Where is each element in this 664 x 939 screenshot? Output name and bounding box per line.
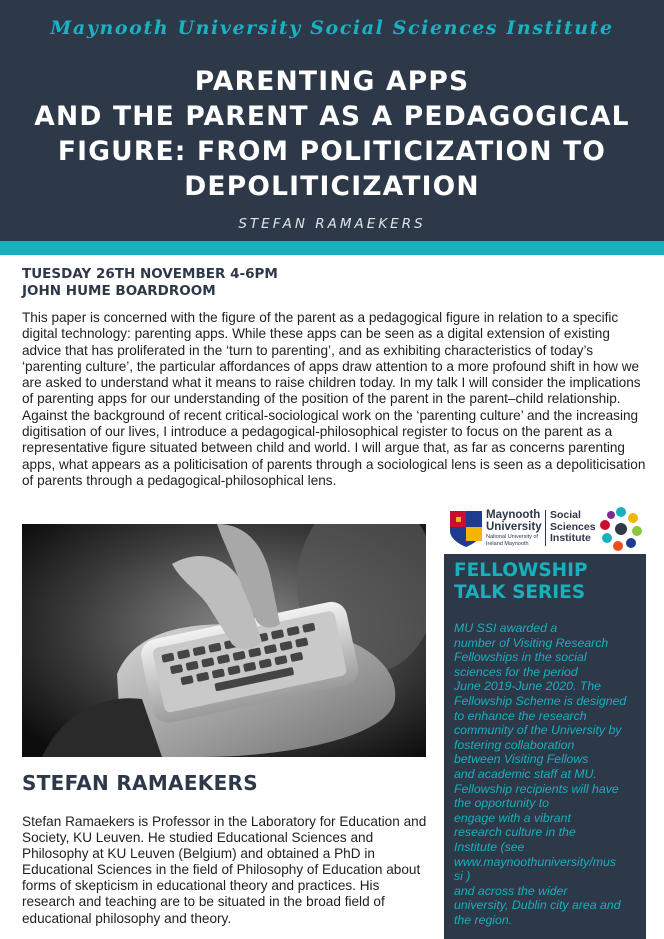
maynooth-crest-icon bbox=[448, 509, 484, 549]
logo-ssi-text: Social Sciences Institute bbox=[550, 509, 596, 544]
fellowship-title-line: TALK SERIES bbox=[454, 582, 586, 603]
event-date-time: TUESDAY 26TH NOVEMBER 4-6PM bbox=[22, 266, 278, 282]
event-location: JOHN HUME BOARDROOM bbox=[22, 283, 216, 299]
accent-divider bbox=[0, 241, 664, 255]
event-details bbox=[22, 266, 278, 300]
bio-text: Stefan Ramaekers is Professor in the Laboratory for Education and Society, KU Leuven. He studied Educational Sciences and Philosophy at KU Leuven (Belgium) and obtained a PhD in Educational Sciences in the field of Philosophy of Education about forms of skepticism in educational theory and practices. His research and teaching are to be situated in the broad field of educational philosophy and theory. bbox=[22, 814, 427, 926]
logo-mu-text: Maynooth University bbox=[486, 509, 542, 533]
title-line: DEPOLITICIZATION bbox=[184, 171, 480, 202]
logo-divider bbox=[545, 510, 546, 546]
title-line: PARENTING APPS bbox=[194, 66, 470, 97]
ssi-hexagon-logo-icon bbox=[598, 506, 644, 552]
logo-ssi-name bbox=[550, 510, 596, 545]
logo-mu-name bbox=[486, 510, 544, 533]
title-line: AND THE PARENT AS A PEDAGOGICAL bbox=[34, 101, 630, 132]
fellowship-title bbox=[454, 560, 644, 604]
fellowship-description: MU SSI awarded a number of Visiting Research Fellowships in the social sciences for the period June 2019-June 2020. The Fellowship Scheme is designed to enhance the research community of the University by fostering collaboration between Visiting Fellows and academic staff at MU. Fellowship recipients will have the opportunity to engage with a vibrant research culture in the Institute (see www.maynoothuniversity/mus si ) and across the wider university, Dublin city area and the region. bbox=[454, 621, 627, 927]
photo-illustration bbox=[22, 524, 426, 757]
header-banner bbox=[0, 0, 664, 241]
institute-name: Maynooth University Social Sciences Institute bbox=[50, 17, 614, 39]
logo-mu-subtitle: National University of Ireland Maynooth bbox=[486, 534, 538, 547]
hands-holding-smartphone-photo bbox=[22, 524, 426, 757]
page-title bbox=[0, 64, 664, 204]
speaker-name: STEFAN RAMAEKERS bbox=[238, 216, 426, 232]
logo-strip bbox=[444, 504, 646, 554]
bio-heading: STEFAN RAMAEKERS bbox=[22, 771, 258, 795]
title-line: FIGURE: FROM POLITICIZATION TO bbox=[57, 136, 607, 167]
fellowship-title-line: FELLOWSHIP bbox=[454, 560, 588, 581]
abstract-text: This paper is concerned with the figure of the parent as a pedagogical figure in relation to a specific digital technology: parenting apps. While these apps can be seen as a digital extension of existing advice that has proliferated in the ‘turn to parenting’, and as exhibiting characteristics of today’s ‘parenting culture’, the particular affordances of apps draw attention to a more profound shift in how we are asked to understand what it means to raise children today. In my talk I will consider the implications of parenting apps for our understanding of the position of the parent in the parent–child relationship. Against the background of recent critical-sociological work on the ‘parenting culture’ and the increasing digitisation of our lives, I introduce a pedagogical-philosophical register to focus on the parent as a representative figure situated between child and world. I will argue that, as far as concerns parenting apps, what appears as a politicisation of parents through a sociological lens is seen as a depoliticisation of parents through a pedagogical-philosophical lens. bbox=[22, 310, 646, 488]
fellowship-sidebar bbox=[444, 504, 646, 939]
